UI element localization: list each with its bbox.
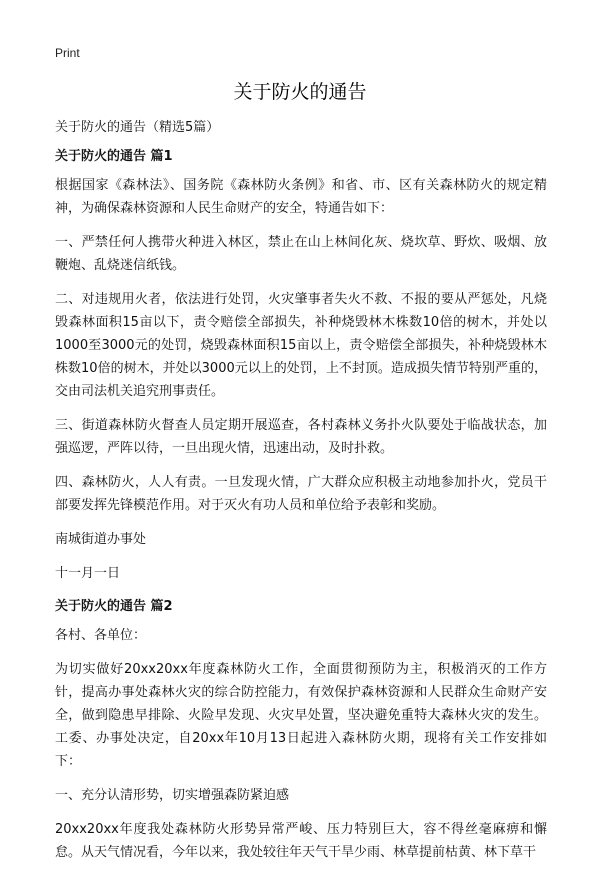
section1-signature: 南城街道办事处 xyxy=(55,532,147,547)
section2-salutation: 各村、各单位： xyxy=(55,628,147,643)
document-subtitle: 关于防火的通告（精选5篇） xyxy=(55,120,220,135)
section-heading-1: 关于防火的通告 篇1 xyxy=(55,149,173,164)
section1-paragraph: 二、对违规用火者，依法进行处罚，火灾肇事者失火不救、不报的要从严惩处，凡烧毁森林面积15亩以下，责令赔偿全部损失，补种烧毁林木株数10倍的树木，并处以1000至3000元的处罚，烧毁森林面积15亩以上，责令赔偿全部损失，补种烧毁林木株数10倍的树木，并处以3000元以上的处罚，上不封顶。造成损失情节特别严重的，交由司法机关追究刑事责任。 xyxy=(55,292,547,399)
section2-paragraph: 20xx20xx年度我处森林防火形势异常严峻、压力特别巨大，容不得丝毫麻痹和懈怠。从天气情况看，今年以来，我处较往年天气干旱少雨、林草提前枯黄、林下草干 xyxy=(55,822,547,860)
section-heading-2: 关于防火的通告 篇2 xyxy=(55,599,173,614)
section1-date: 十一月一日 xyxy=(55,566,121,581)
section1-paragraph: 一、严禁任何人携带火种进入林区，禁止在山上林间化灰、烧坎草、野炊、吸烟、放鞭炮、乱烧迷信纸钱。 xyxy=(55,235,547,273)
document-body xyxy=(55,116,547,875)
section1-paragraph: 四、森林防火，人人有责。一旦发现火情，广大群众应积极主动地参加扑火，党员干部要发挥先锋模范作用。对于灭火有功人员和单位给予表彰和奖励。 xyxy=(55,475,547,513)
section1-paragraph: 三、街道森林防火督查人员定期开展巡查，各村森林义务扑火队要处于临战状态，加强巡逻，严阵以待，一旦出现火情，迅速出动，及时扑救。 xyxy=(55,418,547,456)
section2-subheading: 一、充分认清形势，切实增强森防紧迫感 xyxy=(55,788,290,803)
print-link[interactable]: Print xyxy=(55,46,80,60)
document-title: 关于防火的通告 xyxy=(233,81,367,103)
section1-paragraph: 根据国家《森林法》、国务院《森林防火条例》和省、市、区有关森林防火的规定精神，为确保森林资源和人民生命财产的安全，特通告如下： xyxy=(55,178,547,216)
section2-paragraph: 为切实做好20xx20xx年度森林防火工作，全面贯彻预防为主，积极消灭的工作方针，提高办事处森林火灾的综合防控能力，有效保护森林资源和人民群众生命财产安全，做到隐患早排除、火险早发现、火灾早处置，坚决避免重特大森林火灾的发生。工委、办事处决定，自20xx年10月13日起进入森林防火期，现将有关工作安排如下： xyxy=(55,662,547,769)
